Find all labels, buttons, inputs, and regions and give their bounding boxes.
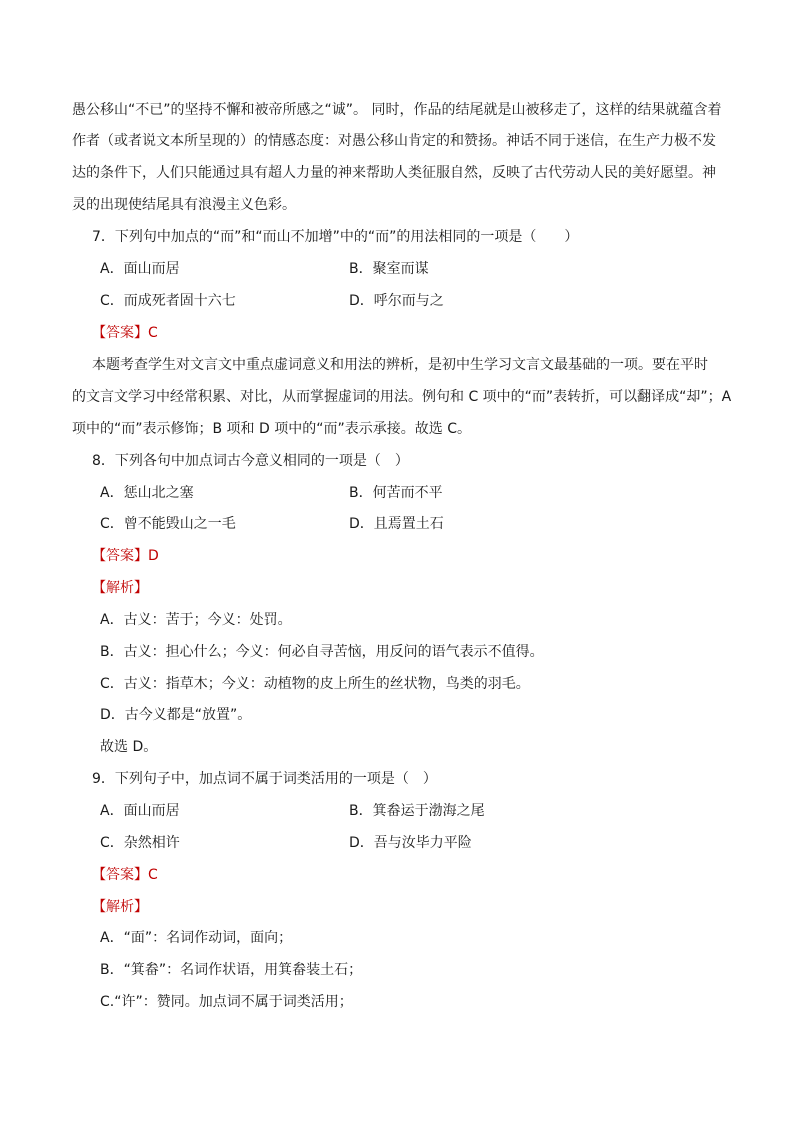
- q9-answer-label: 【答案】: [92, 867, 148, 883]
- q8-option-b: B．何苦而不平: [349, 485, 443, 501]
- q9-analysis-line-3: C.“许”：赞同。加点词不属于词类活用；: [100, 994, 353, 1010]
- q9-answer-value: C: [148, 867, 158, 883]
- q7-option-b: B．聚室而谋: [349, 261, 429, 277]
- q9-option-d: D．吾与汝毕力平险: [349, 835, 472, 851]
- q9-option-c: C．杂然相许: [100, 835, 180, 851]
- q7-option-a: A．面山而居: [100, 261, 180, 277]
- q8-analysis-line-3: C．古义：指草木；今义：动植物的皮上所生的丝状物，鸟类的羽毛。: [100, 676, 530, 692]
- q9-analysis-label: 【解析】: [92, 899, 148, 915]
- q8-option-c: C．曾不能毁山之一毛: [100, 516, 236, 532]
- q7-stem: 7．下列句中加点的“而”和“而山不加增”中的“而”的用法相同的一项是（ ）: [92, 229, 579, 245]
- q9-stem: 9．下列句子中，加点词不属于词类活用的一项是（ ）: [92, 771, 437, 787]
- q7-explain-line-2: 的文言文学习中经常积累、对比，从而掌握虚词的用法。例句和 C 项中的“而”表转折，可以翻译成“却”；A: [72, 389, 732, 405]
- q8-answer: [92, 546, 159, 566]
- q9-option-a: A．面山而居: [100, 803, 180, 819]
- q7-option-c: C．而成死者固十六七: [100, 293, 236, 309]
- q9-analysis-line-1: A．“面”：名词作动词，面向；: [100, 930, 293, 946]
- q9-analysis-line-2: B．“箕畚”：名词作状语，用箕畚装土石；: [100, 962, 363, 978]
- q8-analysis-label: 【解析】: [92, 580, 148, 596]
- q7-answer: [92, 323, 158, 343]
- q8-stem: 8．下列各句中加点词古今意义相同的一项是（ ）: [92, 453, 409, 469]
- q8-answer-label: 【答案】: [92, 548, 148, 564]
- passage-line-3: 达的条件下，人们只能通过具有超人力量的神来帮助人类征服自然，反映了古代劳动人民的美好愿望。神: [72, 165, 716, 181]
- q7-option-d: D．呼尔而与之: [349, 293, 444, 309]
- q8-option-a: A．惩山北之塞: [100, 485, 194, 501]
- q8-analysis-line-2: B．古义：担心什么；今义：何必自寻苦恼，用反问的语气表示不值得。: [100, 644, 544, 660]
- q7-explain-line-1: 本题考查学生对文言文中重点虚词意义和用法的辨析，是初中生学习文言文最基础的一项。要在平时: [92, 357, 708, 373]
- passage-line-1: 愚公移山“不已”的坚持不懈和被帝所感之“诚”。 同时，作品的结尾就是山被移走了，这样的结果就蕴含着: [72, 102, 722, 118]
- passage-line-2: 作者（或者说文本所呈现的）的情感态度：对愚公移山肯定的和赞扬。神话不同于迷信，在生产力极不发: [72, 133, 716, 149]
- q7-answer-label: 【答案】: [92, 325, 148, 341]
- q8-option-d: D．且焉置土石: [349, 516, 444, 532]
- q8-analysis-line-5: 故选 D。: [100, 739, 158, 755]
- q8-analysis-line-4: D．古今义都是“放置”。: [100, 707, 252, 723]
- q7-explain-line-3: 项中的“而”表示修饰；B 项和 D 项中的“而”表示承接。故选 C。: [72, 421, 471, 437]
- q9-answer: [92, 865, 158, 885]
- q8-answer-value: D: [148, 548, 159, 564]
- q7-answer-value: C: [148, 325, 158, 341]
- q8-analysis-line-1: A．古义：苦于；今义：处罚。: [100, 612, 292, 628]
- passage-line-4: 灵的出现使结尾具有浪漫主义色彩。: [72, 197, 296, 213]
- q9-option-b: B．箕畚运于渤海之尾: [349, 803, 485, 819]
